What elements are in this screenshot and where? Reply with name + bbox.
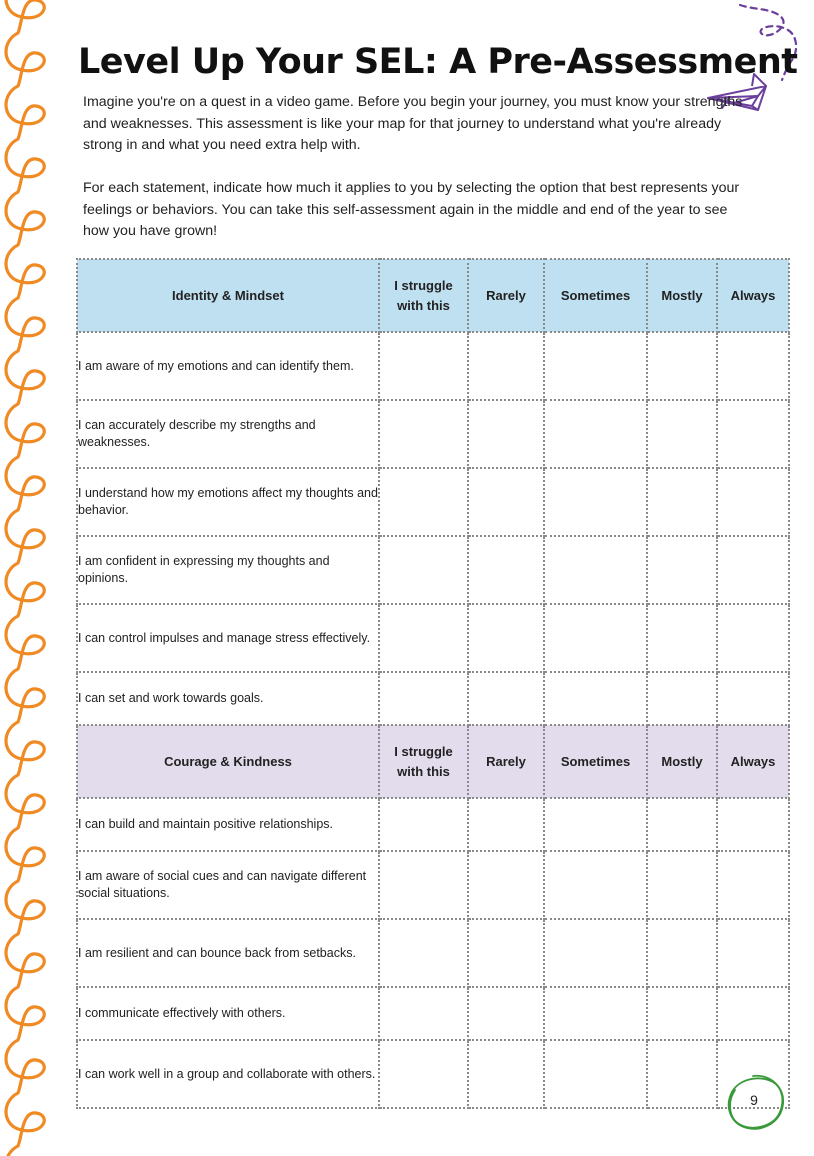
option-cell-mostly[interactable]: [647, 468, 717, 536]
option-cell-struggle[interactable]: [379, 672, 468, 725]
option-header-rarely: Rarely: [468, 725, 544, 798]
table-row: [77, 919, 789, 987]
option-cell-sometimes[interactable]: [544, 987, 647, 1040]
option-cell-rarely[interactable]: [468, 604, 544, 672]
option-cell-struggle[interactable]: [379, 400, 468, 468]
spiral-binding-decoration: [0, 0, 60, 1156]
page-number-badge: [723, 1072, 787, 1134]
option-cell-mostly[interactable]: [647, 798, 717, 851]
option-cell-sometimes[interactable]: [544, 919, 647, 987]
table-row: [77, 536, 789, 604]
option-cell-sometimes[interactable]: [544, 672, 647, 725]
option-header-struggle: I struggle with this: [379, 259, 468, 332]
option-cell-always[interactable]: [717, 919, 789, 987]
option-cell-struggle[interactable]: [379, 851, 468, 919]
table-row: [77, 798, 789, 851]
option-cell-rarely[interactable]: [468, 798, 544, 851]
option-cell-sometimes[interactable]: [544, 604, 647, 672]
page-number: 9: [750, 1092, 758, 1108]
page-title: Level Up Your SEL: A Pre-Assessment: [78, 42, 798, 82]
option-header-always: Always: [717, 259, 789, 332]
table-row: [77, 672, 789, 725]
option-cell-struggle[interactable]: [379, 332, 468, 400]
option-cell-struggle[interactable]: [379, 468, 468, 536]
option-cell-always[interactable]: [717, 987, 789, 1040]
statement-text: I am aware of social cues and can navigate different social situations.: [77, 851, 379, 919]
option-cell-mostly[interactable]: [647, 987, 717, 1040]
option-cell-always[interactable]: [717, 798, 789, 851]
option-header-mostly: Mostly: [647, 259, 717, 332]
option-cell-rarely[interactable]: [468, 1040, 544, 1108]
option-cell-mostly[interactable]: [647, 1040, 717, 1108]
option-cell-rarely[interactable]: [468, 987, 544, 1040]
statement-text: I can set and work towards goals.: [77, 672, 379, 725]
option-cell-mostly[interactable]: [647, 851, 717, 919]
option-cell-struggle[interactable]: [379, 987, 468, 1040]
option-cell-always[interactable]: [717, 536, 789, 604]
table-row: [77, 604, 789, 672]
statement-text: I understand how my emotions affect my thoughts and behavior.: [77, 468, 379, 536]
option-cell-rarely[interactable]: [468, 536, 544, 604]
option-cell-struggle[interactable]: [379, 604, 468, 672]
option-header-sometimes: Sometimes: [544, 725, 647, 798]
option-cell-mostly[interactable]: [647, 604, 717, 672]
statement-text: I can build and maintain positive relationships.: [77, 798, 379, 851]
option-cell-struggle[interactable]: [379, 1040, 468, 1108]
option-cell-struggle[interactable]: [379, 536, 468, 604]
section-title-identity-mindset: Identity & Mindset: [77, 259, 379, 332]
option-cell-rarely[interactable]: [468, 468, 544, 536]
statement-text: I can control impulses and manage stress effectively.: [77, 604, 379, 672]
option-cell-rarely[interactable]: [468, 919, 544, 987]
option-cell-sometimes[interactable]: [544, 798, 647, 851]
option-cell-mostly[interactable]: [647, 919, 717, 987]
option-cell-mostly[interactable]: [647, 672, 717, 725]
option-cell-mostly[interactable]: [647, 536, 717, 604]
statement-text: I am resilient and can bounce back from setbacks.: [77, 919, 379, 987]
option-cell-rarely[interactable]: [468, 672, 544, 725]
statement-text: I can work well in a group and collaborate with others.: [77, 1040, 379, 1108]
option-header-rarely: Rarely: [468, 259, 544, 332]
option-cell-rarely[interactable]: [468, 332, 544, 400]
statement-text: I communicate effectively with others.: [77, 987, 379, 1040]
option-cell-sometimes[interactable]: [544, 536, 647, 604]
statement-text: I am aware of my emotions and can identify them.: [77, 332, 379, 400]
option-cell-always[interactable]: [717, 400, 789, 468]
option-cell-sometimes[interactable]: [544, 1040, 647, 1108]
table-row: [77, 987, 789, 1040]
instructions-paragraph: For each statement, indicate how much it applies to you by selecting the option that best represents your feelings or behaviors. You can take this self-assessment again in the middle and end of the year to see how you have grown!: [83, 180, 740, 240]
option-cell-struggle[interactable]: [379, 798, 468, 851]
option-header-always: Always: [717, 725, 789, 798]
table-row: [77, 332, 789, 400]
table-row: [77, 468, 789, 536]
option-cell-struggle[interactable]: [379, 919, 468, 987]
option-cell-always[interactable]: [717, 604, 789, 672]
option-cell-sometimes[interactable]: [544, 468, 647, 536]
option-header-mostly: Mostly: [647, 725, 717, 798]
intro-paragraph: Imagine you're on a quest in a video game. Before you begin your journey, you must know your strengths and weaknesses. This assessment is like your map for that journey to understand what you're already strong in and what you need extra help with.: [83, 94, 743, 154]
option-cell-rarely[interactable]: [468, 400, 544, 468]
table-row: [77, 851, 789, 919]
option-cell-mostly[interactable]: [647, 332, 717, 400]
option-cell-always[interactable]: [717, 672, 789, 725]
option-header-struggle: I struggle with this: [379, 725, 468, 798]
table-row: [77, 1040, 789, 1108]
option-cell-always[interactable]: [717, 851, 789, 919]
option-cell-rarely[interactable]: [468, 851, 544, 919]
option-cell-sometimes[interactable]: [544, 851, 647, 919]
statement-text: I can accurately describe my strengths and weaknesses.: [77, 400, 379, 468]
section-title-courage-kindness: Courage & Kindness: [77, 725, 379, 798]
option-cell-mostly[interactable]: [647, 400, 717, 468]
statement-text: I am confident in expressing my thoughts and opinions.: [77, 536, 379, 604]
section-header-row: [77, 725, 789, 798]
section-header-row: [77, 259, 789, 332]
option-cell-sometimes[interactable]: [544, 332, 647, 400]
option-cell-always[interactable]: [717, 468, 789, 536]
option-cell-always[interactable]: [717, 332, 789, 400]
option-cell-sometimes[interactable]: [544, 400, 647, 468]
option-header-sometimes: Sometimes: [544, 259, 647, 332]
assessment-table: [76, 258, 790, 1109]
table-row: [77, 400, 789, 468]
